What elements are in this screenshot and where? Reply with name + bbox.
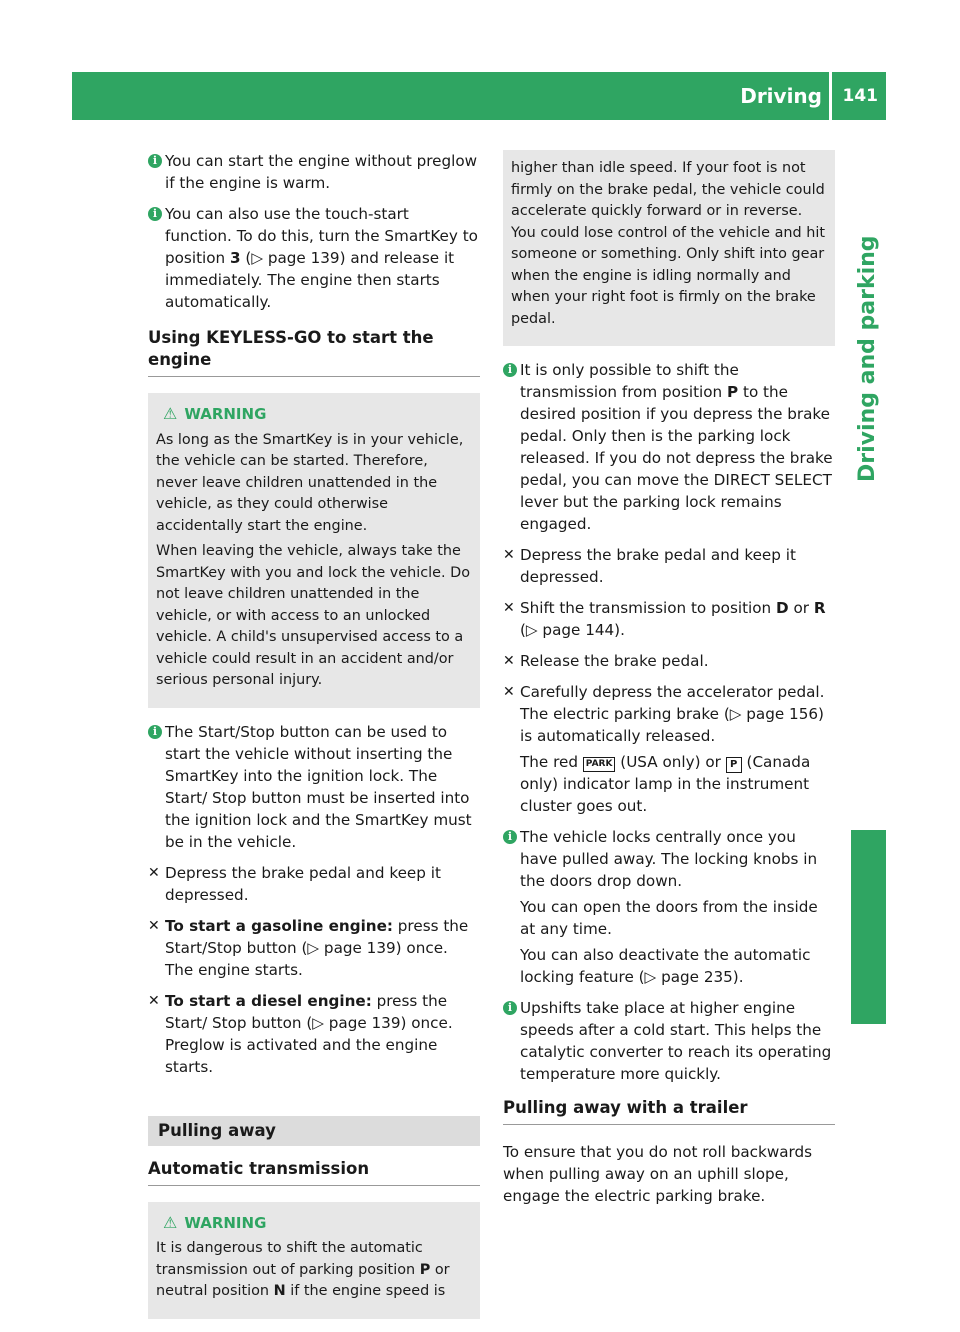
step-result: Preglow is activated and the engine starts. <box>165 1035 438 1076</box>
step-text: press the Start/Stop button (▷ page 139) once. <box>165 916 469 957</box>
step-arrow-icon: ✕ <box>503 547 515 563</box>
info-note <box>148 203 480 313</box>
info-note <box>503 997 835 1085</box>
side-tab-label: Driving and parking <box>855 235 880 482</box>
side-tab <box>855 235 895 512</box>
section-heading: Pulling away with a trailer <box>503 1097 835 1125</box>
park-indicator-icon: PARK <box>583 757 616 772</box>
info-icon: i <box>148 725 162 739</box>
side-tab-marker <box>851 830 886 1024</box>
info-note <box>503 826 835 988</box>
step-arrow-icon: ✕ <box>503 684 515 700</box>
note-text: Upshifts take place at higher engine speeds after a cold start. This helps the catalytic converter to reach its operating temperature more quickly. <box>520 999 832 1083</box>
warning-text: higher than idle speed. If your foot is not firmly on the brake pedal, the vehicle could accelerate quickly forward or in reverse. You could lose control of the vehicle and hit someone or something. Only shift into gear when the engine is idling normally and when your right foot is firmly on the brake pedal. <box>511 160 825 327</box>
warning-title <box>156 403 472 426</box>
step-result: The engine starts. <box>165 960 303 979</box>
step-text: press the Start/ Stop button (▷ page 139) once. <box>165 991 453 1032</box>
info-icon: i <box>503 363 517 377</box>
section-heading: Using KEYLESS-GO to start the engine <box>148 327 480 377</box>
instruction-step <box>503 650 835 672</box>
left-column <box>148 150 480 1332</box>
right-column <box>503 150 835 1211</box>
warning-title <box>156 1212 472 1235</box>
section-bar-label: Pulling away <box>158 1120 276 1140</box>
note-text: The Start/Stop button can be used to start the vehicle without inserting the SmartKey into the ignition lock. The Start/ Stop button must be inserted into the ignition lock and the SmartKey must be in the vehicle. <box>165 722 472 851</box>
header-bar <box>72 72 886 120</box>
warning-triangle-icon: ⚠ <box>163 404 178 423</box>
paragraph: To ensure that you do not roll backwards when pulling away on an uphill slope, engage the electric parking brake. <box>503 1143 813 1205</box>
step-text: Carefully depress the accelerator pedal. <box>520 683 825 701</box>
info-icon: i <box>503 830 517 844</box>
instruction-step <box>503 681 835 817</box>
warning-triangle-icon: ⚠ <box>163 1212 178 1232</box>
step-result: The electric parking brake (▷ page 156) is automatically released. <box>520 705 824 745</box>
warning-label: WARNING <box>184 1213 267 1232</box>
step-arrow-icon: ✕ <box>148 917 160 934</box>
info-note <box>148 721 480 853</box>
note-text: You can open the doors from the inside at any time. <box>520 898 818 938</box>
note-text: You can also deactivate the automatic locking feature (▷ page 235). <box>520 946 811 986</box>
warning-box-continued <box>503 150 835 346</box>
page-number: 141 <box>842 86 878 106</box>
step-text: Depress the brake pedal and keep it depressed. <box>520 546 796 586</box>
instruction-step <box>503 544 835 588</box>
parking-brake-indicator-icon: P <box>726 757 742 773</box>
note-text: You can start the engine without preglow if the engine is warm. <box>165 152 478 192</box>
note-text: The vehicle locks centrally once you have pulled away. The locking knobs in the doors drop down. <box>520 828 818 890</box>
step-bold-text: To start a diesel engine: <box>165 991 372 1010</box>
note-text: You can also use the touch-start function. To do this, turn the SmartKey to position <box>165 205 478 267</box>
instruction-step: ✕ Shift the transmission to position D or R (▷ page 144). <box>503 599 826 639</box>
step-arrow-icon: ✕ <box>148 992 160 1009</box>
note-text: (▷ page 139) and release it immediately. The engine then starts automatically. <box>165 249 455 311</box>
header-divider <box>829 72 832 120</box>
warning-text: It is dangerous to shift the automatic transmission out of parking position P or neutral position N if the engine speed is <box>156 1240 450 1299</box>
step-text: Depress the brake pedal and keep it depressed. <box>165 863 441 904</box>
instruction-step <box>148 990 480 1078</box>
info-note: i It is only possible to shift the transmission from position P to the desired position if you depress the brake pedal. Only then is the parking lock released. If you do not depress the brake pedal, you can move the DIRECT SELECT lever but the parking lock remains engaged. <box>503 359 835 535</box>
chapter-title: Driving <box>740 84 822 108</box>
info-icon: i <box>503 1001 517 1015</box>
instruction-step <box>148 862 480 906</box>
step-result: The red PARK (USA only) or P (Canada only) indicator lamp in the instrument cluster goes out. <box>520 753 811 815</box>
info-icon: i <box>148 154 162 168</box>
info-note <box>148 150 480 194</box>
position-value: 3 <box>230 249 241 267</box>
warning-box <box>148 1202 480 1319</box>
warning-text: When leaving the vehicle, always take the SmartKey with you and lock the vehicle. Do not leave children unattended in the vehicle, or with access to an unlocked vehicle. A child's unsupervised access to a vehicle could result in an accident and/or serious personal injury. <box>156 543 471 688</box>
warning-text: As long as the SmartKey is in your vehicle, the vehicle can be started. Therefore, never leave children unattended in the vehicle, as they could otherwise accidentally start the engine. <box>156 431 464 534</box>
section-heading: Automatic transmission <box>148 1158 480 1186</box>
step-arrow-icon: ✕ <box>503 600 515 616</box>
warning-box <box>148 393 480 708</box>
step-text: Release the brake pedal. <box>520 652 709 670</box>
info-icon: i <box>148 207 162 221</box>
instruction-step <box>148 915 480 981</box>
step-arrow-icon: ✕ <box>148 864 160 881</box>
section-bar <box>148 1116 480 1146</box>
step-arrow-icon: ✕ <box>503 653 515 669</box>
warning-label: WARNING <box>184 405 267 423</box>
step-bold-text: To start a gasoline engine: <box>165 916 393 935</box>
